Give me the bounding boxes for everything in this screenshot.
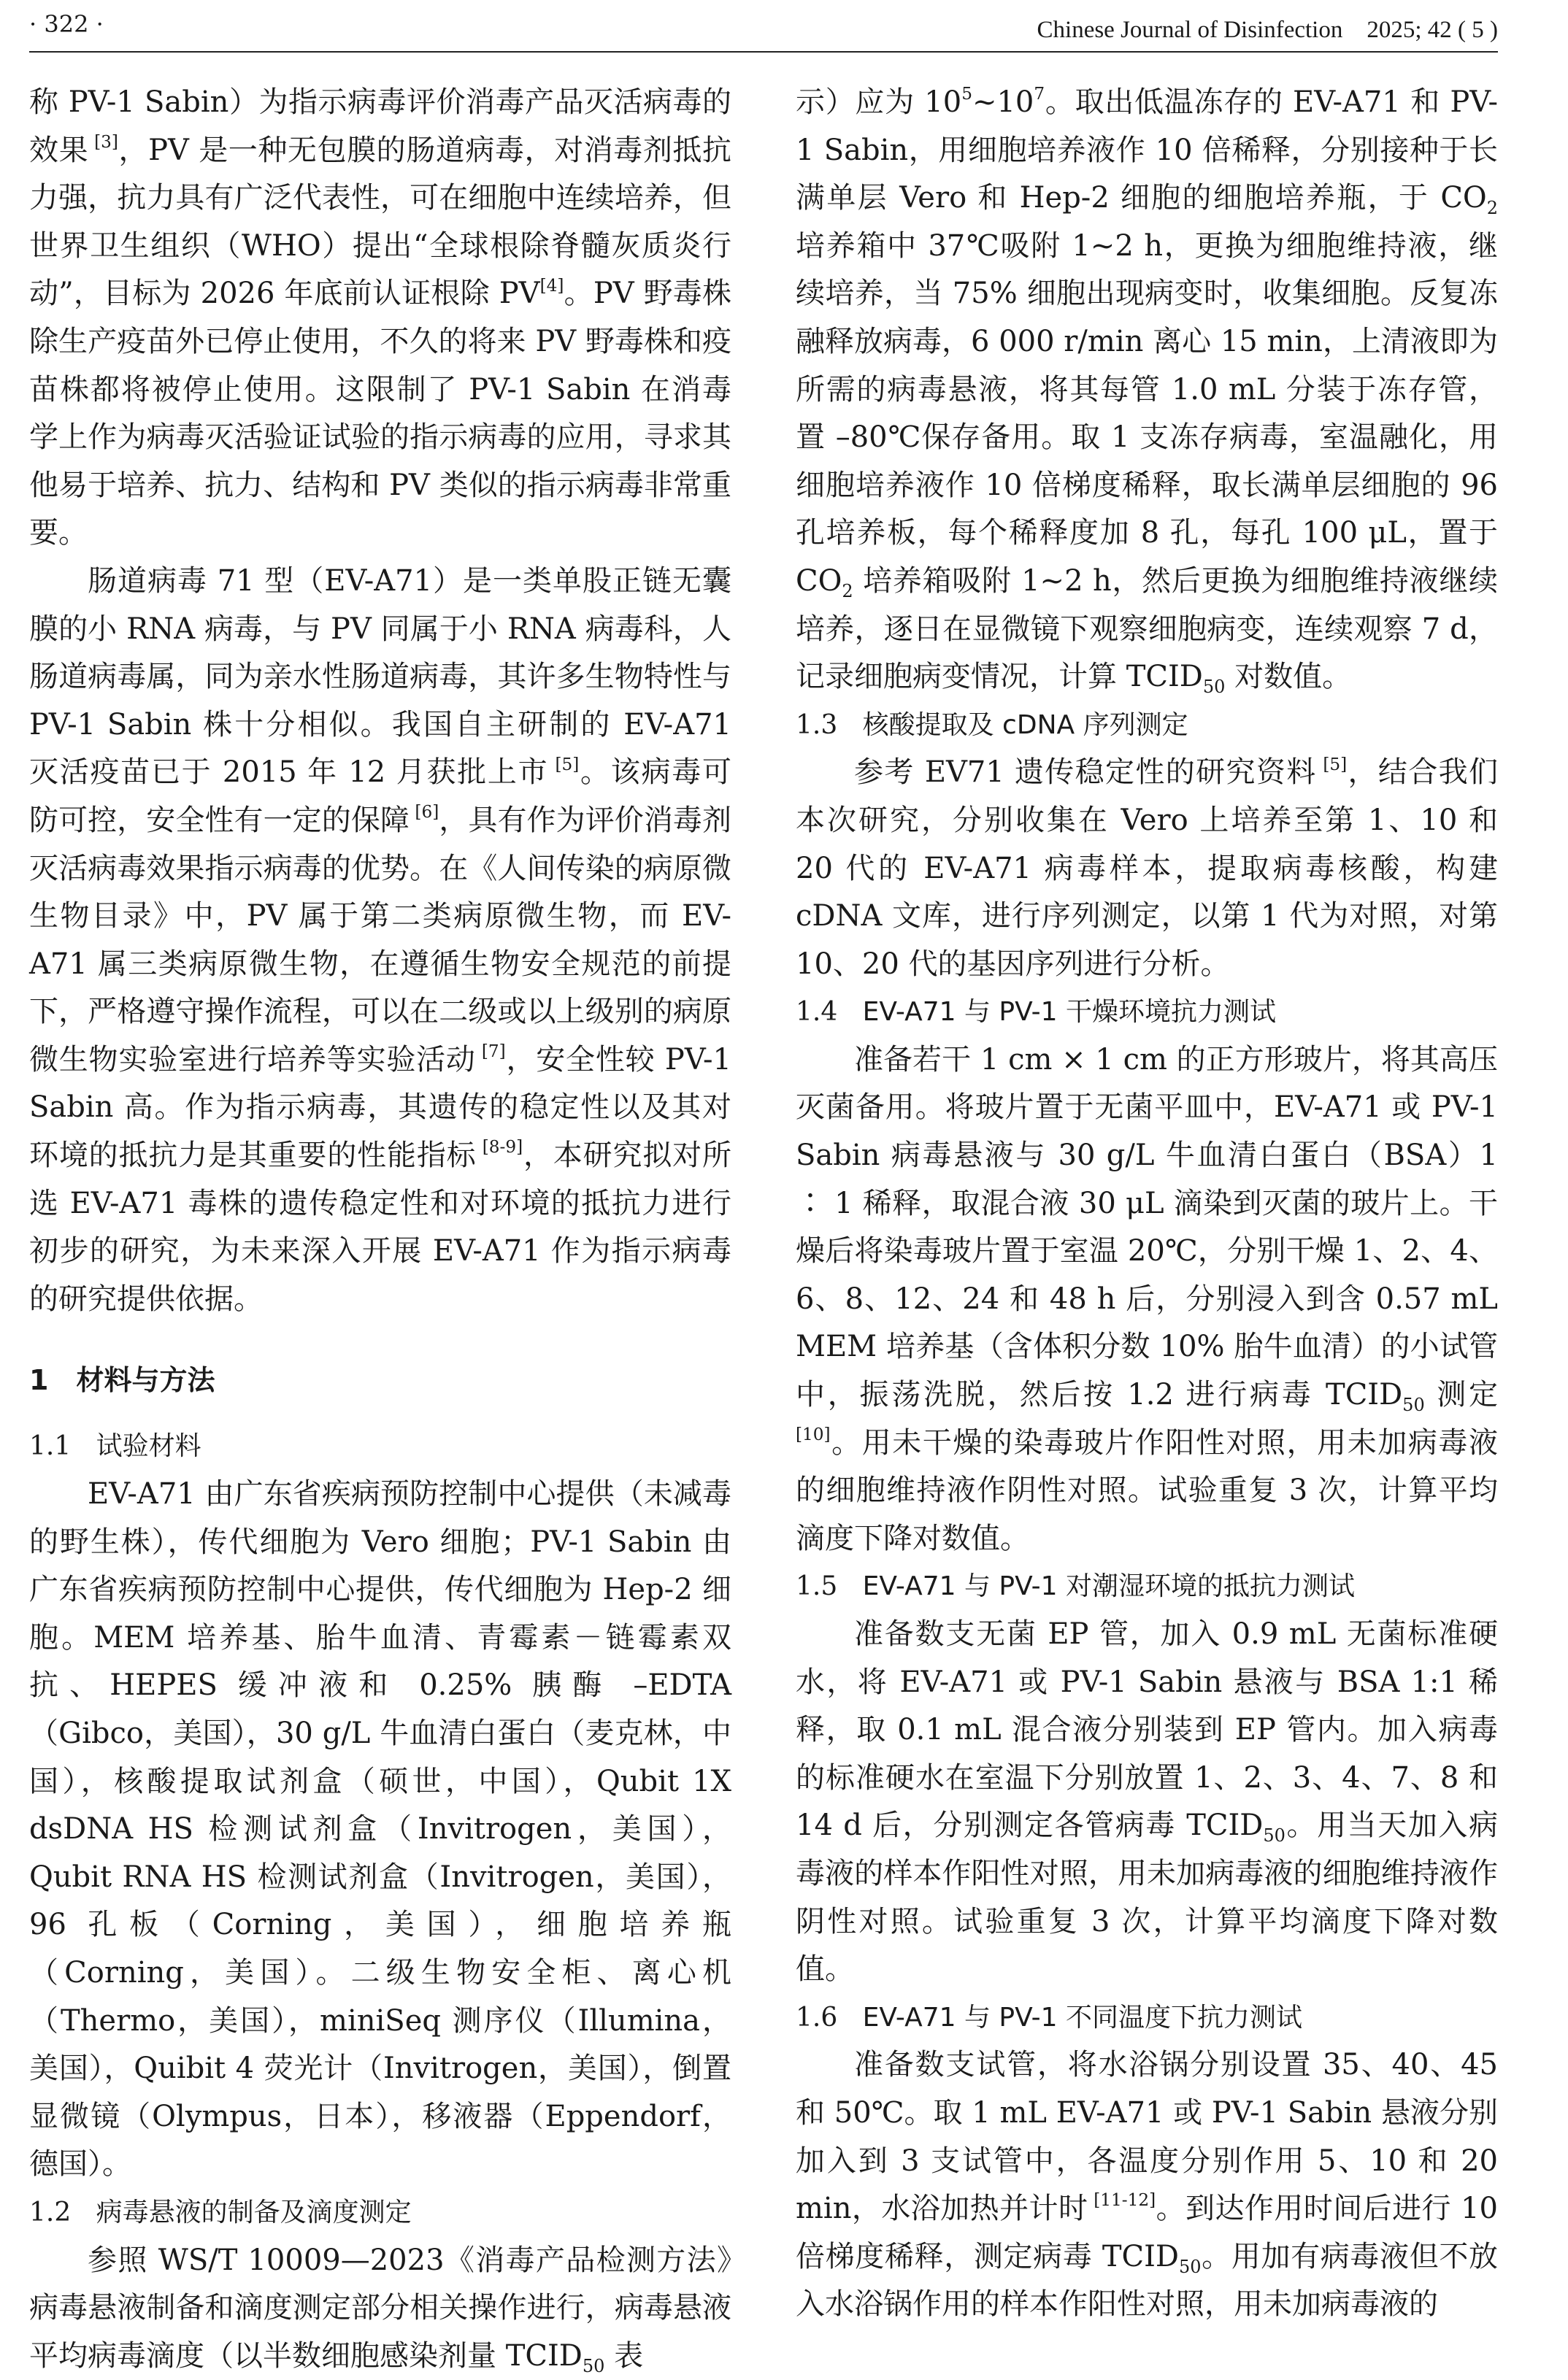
subsection-number: 1.1 [29, 1431, 72, 1462]
subscript: 50 [1263, 1825, 1285, 1846]
subscript: 50 [1202, 677, 1226, 698]
subsection-heading-1-3 [796, 701, 1498, 750]
section-heading-materials-methods: 1 材料与方法 [29, 1364, 215, 1397]
subsection-title: 病毒悬液的制备及滴度测定 [96, 2197, 412, 2227]
superscript: [6] [409, 802, 439, 823]
subsection-heading-1-2 [29, 2189, 731, 2237]
subsection-title: EV-A71 与 PV-1 干燥环境抗力测试 [862, 997, 1276, 1028]
superscript: [5] [1316, 754, 1348, 774]
paragraph-virus-titer: 示）应为 $10^5\sim 10^7$。取出低温冻存的 EV-A71 和 PV-1 Sabin，用细胞培养液作 10 倍稀释，分别接种于长满单层 Vero 和 Hep-2 细胞的细胞培养瓶，于 $CO_2$ 培养箱中 37℃吸附 1~2 h，更换为细胞维持液，继续培养，当 75% 细胞出现病变时，收集细胞。反复冻融释放病毒，6 000 r/min 离心 15 min，上清液即为所需的病毒悬液，将其每管 1.0 mL 分装于冻存管，置 –80℃保存备用。取 1 支冻存病毒，室温融化，用细胞培养液作 10 倍梯度稀释，取长满单层细胞的 96 孔培养板，每个稀释度加 8 孔，每孔 100 μL，置于 $CO_2$ 培养箱吸附 1~2 h，然后更换为细胞维持液继续培养，逐日在显微镜下观察细胞病变，连续观察 7 d，记录细胞病变情况，计算 $TCID_{50}$ 对数值。 [796, 84, 1498, 698]
paragraph-pv-background: 称 PV-1 Sabin）为指示病毒评价消毒产品灭活病毒的效果 [3]，PV 是一种无包膜的肠道病毒，对消毒剂抵抗力强，抗力具有广泛代表性，可在细胞中连续培养，但世界卫生组织（WHO）提出“全球根除脊髓灰质炎行动”，目标为 2026 年底前认证根除 PV[4]。PV 野毒株除生产疫苗外已停止使用，不久的将来 PV 野毒株和疫苗株都将被停止使用。这限制了 PV-1 Sabin 在消毒学上作为病毒灭活验证试验的指示病毒的应用，寻求其他易于培养、抗力、结构和 PV 类似的指示病毒非常重要。 [29, 85, 732, 550]
subsection-number: 1.6 [796, 2002, 838, 2033]
subscript: 2 [1486, 198, 1498, 219]
superscript: 7 [1034, 84, 1045, 104]
superscript: [10] [796, 1424, 831, 1444]
subsection-title: 核酸提取及 cDNA 序列测定 [862, 709, 1188, 740]
paragraph-materials: EV-A71 由广东省疾病预防控制中心提供（未减毒的野生株），传代细胞为 Vero 细胞；PV-1 Sabin 由广东省疾病预防控制中心提供，传代细胞为 Hep-2 细胞。MEM 培养基、胎牛血清、青霉素－链霉素双抗、HEPES 缓冲液和 0.25% 胰酶 –EDTA（Gibco，美国），30 g/L 牛血清白蛋白（麦克林，中国），核酸提取试剂盒（硕世，中国），Qubit 1X dsDNA HS 检测试剂盒（Invitrogen，美国），Qubit RNA HS 检测试剂盒（Invitrogen，美国），96 孔板（Corning，美国），细胞培养瓶（Corning，美国）。二级生物安全柜、离心机（Thermo，美国），miniSeq 测序仪（Illumina，美国），Quibit 4 荧光计（Invitrogen，美国），倒置显微镜（Olympus，日本），移液器（Eppendorf，德国）。 [29, 1477, 731, 2181]
superscript: [3] [88, 131, 118, 152]
subsection-heading-1-6 [796, 1994, 1498, 2042]
subsection-title: 试验材料 [96, 1431, 201, 1462]
subsection-number: 1.5 [796, 1571, 838, 1602]
paragraph-ev-a71-intro: 肠道病毒 71 型（EV-A71）是一类单股正链无囊膜的小 RNA 病毒，与 PV 同属于小 RNA 病毒科，人肠道病毒属，同为亲水性肠道病毒，其许多生物特性与 PV-1 Sabin 株十分相似。我国自主研制的 EV-A71 灭活疫苗已于 2015 年 12 月获批上市 [5]。该病毒可防可控，安全性有一定的保障 [6]，具有作为评价消毒剂灭活病毒效果指示病毒的优势。在《人间传染的病原微生物目录》中，PV 属于第二类病原微生物，而 EV-A71 属三类病原微生物，在遵循生物安全规范的前提下，严格遵守操作流程，可以在二级或以上级别的病原微生物实验室进行培养等实验活动 [7]，安全性较 PV-1 Sabin 高。作为指示病毒，其遗传的稳定性以及其对环境的抵抗力是其重要的性能指标 [8-9]，本研究拟对所选 EV-A71 毒株的遗传稳定性和对环境的抵抗力进行初步的研究，为未来深入开展 EV-A71 作为指示病毒的研究提供依据。 [29, 563, 732, 1316]
running-header [29, 0, 1498, 53]
superscript: [7] [475, 1041, 506, 1062]
paragraph-virus-preparation: 参照 WS/T 10009—2023《消毒产品检测方法》病毒悬液制备和滴度测定部分相关操作进行，病毒悬液平均病毒滴度（以半数细胞感染剂量 $TCID_{50}$ 表 [29, 2243, 731, 2376]
paragraph-temperature-resistance: 准备数支试管，将水浴锅分别设置 35、40、45 和 50℃。取 1 mL EV-A71 或 PV-1 Sabin 悬液分别加入到 3 支试管中，各温度分别作用 5、10 和 20 min，水浴加热并计时 [11-12]。到达作用时间后进行 10 倍梯度稀释，测定病毒 $TCID_{50}$。用加有病毒液但不放入水浴锅作用的样本作阳性对照，用未加病毒液的 [796, 2048, 1498, 2322]
subscript: 2 [842, 580, 853, 601]
superscript: [11-12] [1088, 2190, 1156, 2211]
superscript: [5] [548, 754, 580, 774]
subscript: 50 [1402, 1395, 1425, 1416]
subsection-number: 1.2 [29, 2197, 72, 2227]
left-column [29, 79, 732, 2376]
paragraph-sequencing: 参考 EV71 遗传稳定性的研究资料 [5]，结合我们本次研究，分别收集在 Vero 上培养至第 1、10 和 20 代的 EV-A71 病毒样本，提取病毒核酸，构建 cDNA 文库，进行序列测定，以第 1 代为对照，对第 10、20 代的基因序列进行分析。 [796, 754, 1499, 981]
journal-info: Chinese Journal of Disinfection 2025; 42 ( 5 ) [1037, 17, 1498, 43]
paragraph-humid-resistance: 准备数支无菌 EP 管，加入 0.9 mL 无菌标准硬水，将 EV-A71 或 PV-1 Sabin 悬液与 BSA 1:1 稀释，取 0.1 mL 混合液分别装到 EP 管内。加入病毒的标准硬水在室温下分别放置 1、2、3、4、7、8 和 14 d 后，分别测定各管病毒 $TCID_{50}$。用当天加入病毒液的样本作阳性对照，用未加病毒液的细胞维持液作阴性对照。试验重复 3 次，计算平均滴度下降对数值。 [796, 1617, 1498, 1987]
right-column [796, 79, 1499, 2322]
subsection-title: EV-A71 与 PV-1 不同温度下抗力测试 [862, 2002, 1302, 2033]
subsection-number: 1.3 [796, 709, 838, 740]
subscript: 50 [1178, 2256, 1202, 2277]
paragraph-dry-resistance: 准备若干 1 cm × 1 cm 的正方形玻片，将其高压灭菌备用。将玻片置于无菌平皿中，EV-A71 或 PV-1 Sabin 病毒悬液与 30 g/L 牛血清白蛋白（BSA）1 ∶ 1 稀释，取混合液 30 μL 滴染到灭菌的玻片上。干燥后将染毒玻片置于室温 20℃，分别干燥 1、2、4、6、8、12、24 和 48 h 后，分别浸入到含 0.57 mL MEM 培养基（含体积分数 10% 胎牛血清）的小试管中，振荡洗脱，然后按 1.2 进行病毒 $TCID_{50}$ 测定 [10]。用未干燥的染毒玻片作阳性对照，用未加病毒液的细胞维持液作阴性对照。试验重复 3 次，计算平均滴度下降对数值。 [796, 1042, 1498, 1555]
superscript: [4] [539, 275, 564, 296]
subscript: 50 [582, 2355, 605, 2376]
subsection-heading-1-4 [796, 988, 1498, 1036]
page-number: · 322 · [29, 10, 104, 38]
superscript: [8-9] [476, 1137, 523, 1158]
subsection-heading-1-1 [29, 1422, 731, 1471]
subsection-title: EV-A71 与 PV-1 对潮湿环境的抵抗力测试 [862, 1571, 1355, 1602]
superscript: 5 [961, 84, 972, 104]
subsection-heading-1-5 [796, 1563, 1498, 1611]
subsection-number: 1.4 [796, 997, 838, 1028]
